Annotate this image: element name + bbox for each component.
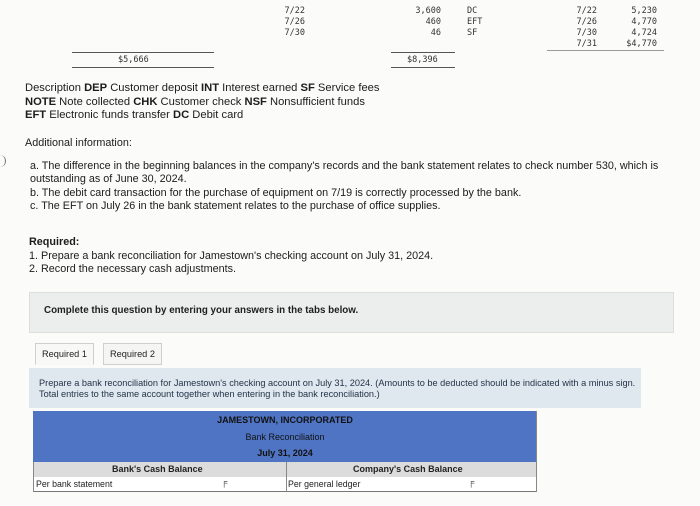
- ledger-codes-col3: [467, 6, 497, 39]
- bank-amount-input[interactable]: ╒: [221, 477, 228, 487]
- ledger-code: SF: [467, 28, 478, 38]
- ledger-divider: [391, 67, 455, 68]
- tabs-intro-panel: [29, 292, 674, 333]
- ledger-divider: [72, 52, 214, 53]
- company-amount-input[interactable]: ╒: [468, 477, 475, 487]
- ledger-date: 7/26: [576, 17, 597, 27]
- reconciliation-date: July 31, 2024: [257, 448, 313, 458]
- left-edge-marker: [0, 155, 6, 167]
- per-general-ledger-label: Per general ledger: [288, 479, 361, 489]
- company-balance-header: Company's Cash Balance: [353, 464, 463, 474]
- column-divider: [286, 462, 287, 492]
- required-heading: Required:: [29, 236, 80, 248]
- ledger-date: 7/30: [576, 28, 597, 38]
- ledger-divider: [391, 52, 455, 53]
- ledger-code: DC: [467, 6, 478, 16]
- ledger-date: 7/22: [284, 6, 305, 16]
- legend-line-1: Description DEP Customer deposit INT Interest earned SF Service fees: [25, 82, 380, 94]
- legend-line-3: EFT Electronic funds transfer DC Debit card: [25, 109, 244, 122]
- reconciliation-header: [33, 411, 537, 462]
- panel-text: Complete this question by entering your answers in the tabs below.: [44, 305, 359, 316]
- tab-required-2[interactable]: Required 2: [103, 343, 162, 365]
- column-divider: [33, 462, 34, 492]
- instructions-box: Prepare a bank reconciliation for Jamestown's checking account on July 31, 2024. (Amounts to be deducted should be indicated with a minus sign. Total entries to the same account together when entering in the bank reconciliation.): [29, 368, 641, 408]
- required-item-2: 2. Record the necessary cash adjustments.: [29, 263, 237, 275]
- ledger-amount: 4,770: [631, 17, 657, 27]
- ledger-divider: [547, 50, 664, 51]
- reconciliation-title: Bank Reconciliation: [245, 432, 325, 442]
- additional-item-c: c. The EFT on July 26 in the bank statement relates to the purchase of office supplies.: [30, 200, 441, 212]
- additional-heading: Additional information:: [25, 137, 132, 149]
- tab-required-1[interactable]: Required 1: [35, 343, 94, 365]
- ledger-total-mid: $8,396: [407, 55, 438, 65]
- ledger-amount: 4,724: [631, 28, 657, 38]
- company-name: JAMESTOWN, INCORPORATED: [217, 415, 353, 425]
- ledger-date: 7/31: [576, 39, 597, 49]
- legend-line-2: NOTE Note collected CHK Customer check NSF Nonsufficient funds: [25, 95, 365, 108]
- reconciliation-row: [33, 477, 537, 492]
- ledger-amount: 3,600: [415, 6, 441, 16]
- column-divider: [536, 411, 537, 492]
- ledger-amount: 46: [430, 28, 441, 38]
- ledger-amounts-col2: [400, 6, 441, 39]
- additional-item-a: a. The difference in the beginning balances in the company's records and the bank statement relates to check number 530, which is outstanding as of June 30, 2024.: [30, 160, 659, 185]
- ledger-date: 7/26: [284, 17, 305, 27]
- column-headers: [33, 462, 537, 478]
- ledger-date: 7/22: [576, 6, 597, 16]
- ledger-divider: [72, 67, 214, 68]
- ledger-amounts-col5: [617, 6, 657, 50]
- additional-item-b: b. The debit card transaction for the purchase of equipment on 7/19 is correctly processed by the bank.: [30, 187, 522, 199]
- description-legend: [25, 82, 445, 123]
- per-bank-statement-label: Per bank statement: [36, 479, 113, 489]
- ledger-amount: $4,770: [626, 39, 657, 49]
- required-item-1: 1. Prepare a bank reconciliation for Jamestown's checking account on July 31, 2024.: [29, 250, 434, 262]
- ledger-total-left: $5,666: [118, 55, 149, 65]
- ledger-dates-col1: [281, 6, 305, 39]
- ledger-date: 7/30: [284, 28, 305, 38]
- ledger-dates-col4: [569, 6, 597, 50]
- ledger-code: EFT: [467, 17, 483, 27]
- ledger-amount: 460: [425, 17, 441, 27]
- ledger-amount: 5,230: [631, 6, 657, 16]
- bank-balance-header: Bank's Cash Balance: [112, 464, 203, 474]
